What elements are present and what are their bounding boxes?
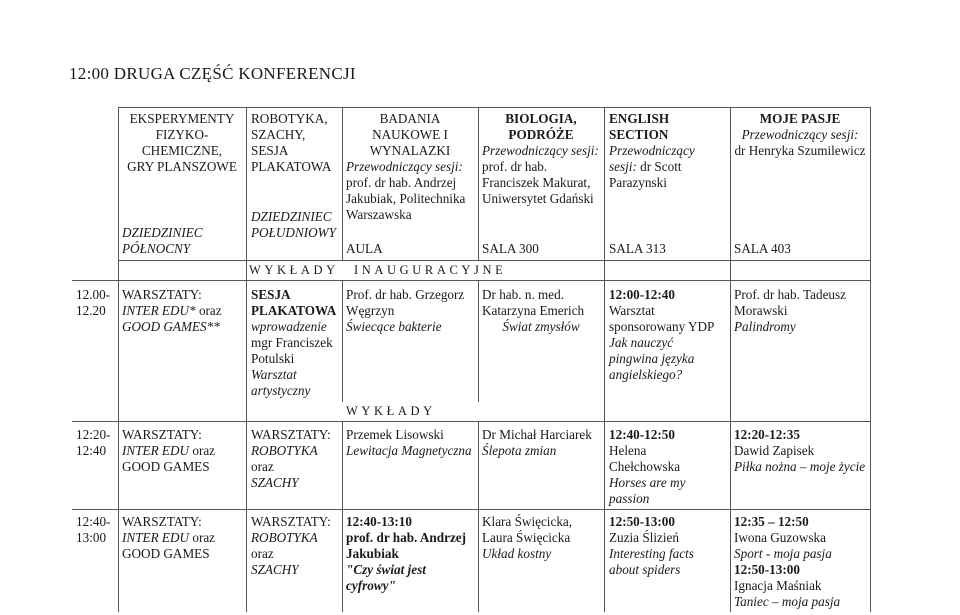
- col4-room: SALA 300: [482, 241, 539, 256]
- row2-time: 12:20- 12:40: [76, 427, 111, 458]
- row1-col4: Dr hab. n. med. Katarzyna Emerich Świat zmysłów: [482, 287, 585, 334]
- header-col2: ROBOTYKA, SZACHY, SESJA PLAKATOWA: [251, 111, 332, 174]
- banner-inauguracyjne: INAUGURACYJNE: [354, 263, 507, 277]
- right-border: [870, 107, 871, 612]
- row2-col2: WARSZTATY: ROBOTYKA oraz SZACHY: [251, 427, 331, 490]
- col-divider-4b: [478, 280, 479, 402]
- divider-after-row1: [72, 421, 870, 422]
- header-col6: MOJE PASJE Przewodniczący sesji: dr Henryka Szumilewicz: [734, 111, 866, 158]
- col-divider-3b: [342, 280, 343, 402]
- row3-col5: 12:50-13:00 Zuzia Ślizień Interesting facts about spiders: [609, 514, 694, 577]
- header-col1: EKSPERYMENTY FIZYKO- CHEMICZNE, GRY PLANSZOWE: [118, 111, 246, 175]
- col-divider-5: [604, 107, 605, 612]
- row2-col1: WARSZTATY: INTER EDU oraz GOOD GAMES: [122, 427, 216, 474]
- page-title: 12:00 DRUGA CZĘŚĆ KONFERENCJI: [69, 64, 356, 83]
- row1-col5: 12:00-12:40 Warsztat sponsorowany YDP Jak nauczyć pingwina języka angielskiego?: [609, 287, 715, 382]
- col1-name: EKSPERYMENTY: [129, 111, 235, 126]
- row1-time: 12.00- 12.20: [76, 287, 111, 318]
- row2-col3: Przemek Lisowski Lewitacja Magnetyczna: [346, 427, 472, 458]
- col3-room: AULA: [346, 241, 383, 256]
- col-divider-6: [730, 107, 731, 612]
- header-col3: BADANIA NAUKOWE I WYNALAZKI: [369, 111, 451, 158]
- col5-chair: Przewodniczący sesji: dr Scott Parazynski: [609, 143, 695, 190]
- row2-col4: Dr Michał Harciarek Ślepota zmian: [482, 427, 592, 458]
- col-divider-4c: [478, 421, 479, 612]
- row3-col2: WARSZTATY: ROBOTYKA oraz SZACHY: [251, 514, 331, 577]
- row3-col4: Klara Święcicka, Laura Święcicka Układ kostny: [482, 514, 573, 561]
- top-border: [118, 107, 870, 108]
- row1-col2: SESJA PLAKATOWA wprowadzenie mgr Franciszek Potulski Warsztat artystyczny: [251, 287, 337, 398]
- col5-room: SALA 313: [609, 241, 666, 256]
- header-col4: BIOLOGIA, PODRÓŻE: [505, 111, 577, 142]
- col-divider-1: [118, 107, 119, 612]
- banner-wyklady: WYKŁADY: [249, 263, 339, 277]
- row3-time: 12:40- 13:00: [76, 514, 111, 545]
- row1-col3: Prof. dr hab. Grzegorz Węgrzyn Świecące bakterie: [346, 287, 465, 334]
- row1-col1: WARSZTATY: INTER EDU* oraz GOOD GAMES**: [122, 287, 222, 334]
- col3-chair: Przewodniczący sesji: prof. dr hab. Andrzej Jakubiak, Politechnika Warszawska: [346, 159, 466, 222]
- row3-col6: 12:35 – 12:50 Iwona Guzowska Sport - moja pasja 12:50-13:00 Ignacja Maśniak Taniec – moja pasja: [734, 514, 841, 609]
- divider-after-banner: [72, 280, 870, 281]
- row3-col1: WARSZTATY: INTER EDU oraz GOOD GAMES: [122, 514, 216, 561]
- col2-place: DZIEDZINIEC POŁUDNIOWY: [251, 209, 336, 240]
- row2-col6: 12:20-12:35 Dawid Zapisek Piłka nożna – moje życie: [734, 427, 866, 474]
- col-divider-3c: [342, 421, 343, 612]
- row1-col6: Prof. dr hab. Tadeusz Morawski Palindromy: [734, 287, 846, 334]
- col1-place: DZIEDZINIEC PÓŁNOCNY: [122, 225, 203, 256]
- divider-after-row2: [72, 509, 870, 510]
- header-col5: ENGLISH SECTION: [609, 111, 670, 142]
- row2-col5: 12:40-12:50 Helena Chełchowska Horses are my passion: [609, 427, 686, 506]
- banner-wyklady-2: WYKŁADY: [346, 404, 436, 418]
- col6-room: SALA 403: [734, 241, 791, 256]
- row3-col3: 12:40-13:10 prof. dr hab. Andrzej Jakubiak "Czy świat jest cyfrowy": [346, 514, 467, 593]
- col2-name: ROBOTYKA,: [251, 111, 328, 126]
- col-divider-2: [246, 107, 247, 612]
- divider-after-header: [118, 260, 870, 261]
- col4-chair: Przewodniczący sesji: prof. dr hab. Franciszek Makurat, Uniwersytet Gdański: [482, 143, 599, 206]
